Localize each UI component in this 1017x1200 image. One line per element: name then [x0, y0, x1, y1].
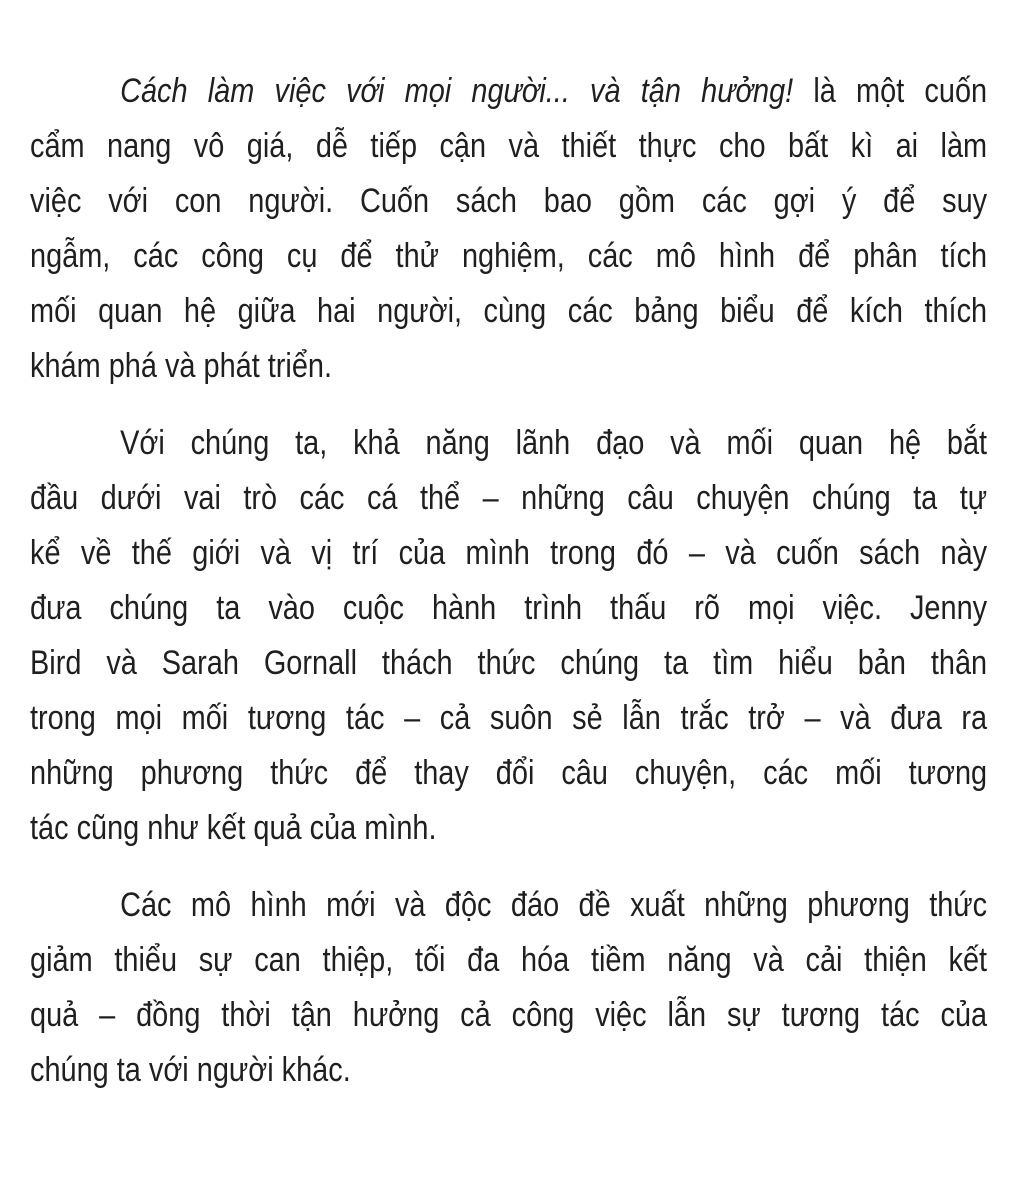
text-line: [30, 746, 987, 801]
paragraph: [30, 416, 987, 856]
text-line: [30, 471, 987, 526]
body-text: quả – đồng thời tận hưởng cả công việc lẫn sự tương tác của: [30, 996, 988, 1034]
body-text: là một cuốn: [793, 72, 988, 110]
body-text: những phương thức để thay đổi câu chuyện, các mối tương: [30, 754, 988, 792]
text-line: [30, 229, 987, 284]
text-line: [30, 119, 987, 174]
text-line: [30, 339, 987, 394]
text-line: [30, 988, 987, 1043]
body-text: trong mọi mối tương tác – cả suôn sẻ lẫn trắc trở – và đưa ra: [30, 699, 988, 737]
text-line: [30, 174, 987, 229]
text-line: [30, 64, 987, 119]
text-line: [30, 581, 987, 636]
body-text: kể về thế giới và vị trí của mình trong đó – và cuốn sách này: [30, 534, 988, 572]
body-text: Với chúng ta, khả năng lãnh đạo và mối quan hệ bắt: [120, 424, 988, 462]
text-line: [30, 801, 987, 856]
text-line: [30, 1043, 987, 1098]
body-text: tác cũng như kết quả của mình.: [30, 809, 437, 847]
text-line: [30, 878, 987, 933]
book-title-italic: Cách làm việc với mọi người... và tận hưởng!: [120, 72, 794, 110]
text-line: [30, 284, 987, 339]
body-text: chúng ta với người khác.: [30, 1051, 351, 1089]
paragraph: [30, 878, 987, 1098]
body-text: đầu dưới vai trò các cá thể – những câu chuyện chúng ta tự: [30, 479, 988, 517]
text-line: [30, 691, 987, 746]
text-line: [30, 526, 987, 581]
body-text: đưa chúng ta vào cuộc hành trình thấu rõ mọi việc. Jenny: [30, 589, 988, 627]
body-text: cẩm nang vô giá, dễ tiếp cận và thiết thực cho bất kì ai làm: [30, 127, 988, 165]
body-text: giảm thiểu sự can thiệp, tối đa hóa tiềm năng và cải thiện kết: [30, 941, 988, 979]
body-text: Bird và Sarah Gornall thách thức chúng ta tìm hiểu bản thân: [30, 644, 988, 682]
text-column: [30, 64, 987, 1098]
paragraph: [30, 64, 987, 394]
body-text: Các mô hình mới và độc đáo đề xuất những phương thức: [120, 886, 988, 924]
text-line: [30, 416, 987, 471]
text-line: [30, 933, 987, 988]
body-text: việc với con người. Cuốn sách bao gồm các gợi ý để suy: [30, 182, 988, 220]
body-text: mối quan hệ giữa hai người, cùng các bảng biểu để kích thích: [30, 292, 988, 330]
body-text: khám phá và phát triển.: [30, 347, 333, 385]
body-text: ngẫm, các công cụ để thử nghiệm, các mô hình để phân tích: [30, 237, 988, 275]
text-line: [30, 636, 987, 691]
